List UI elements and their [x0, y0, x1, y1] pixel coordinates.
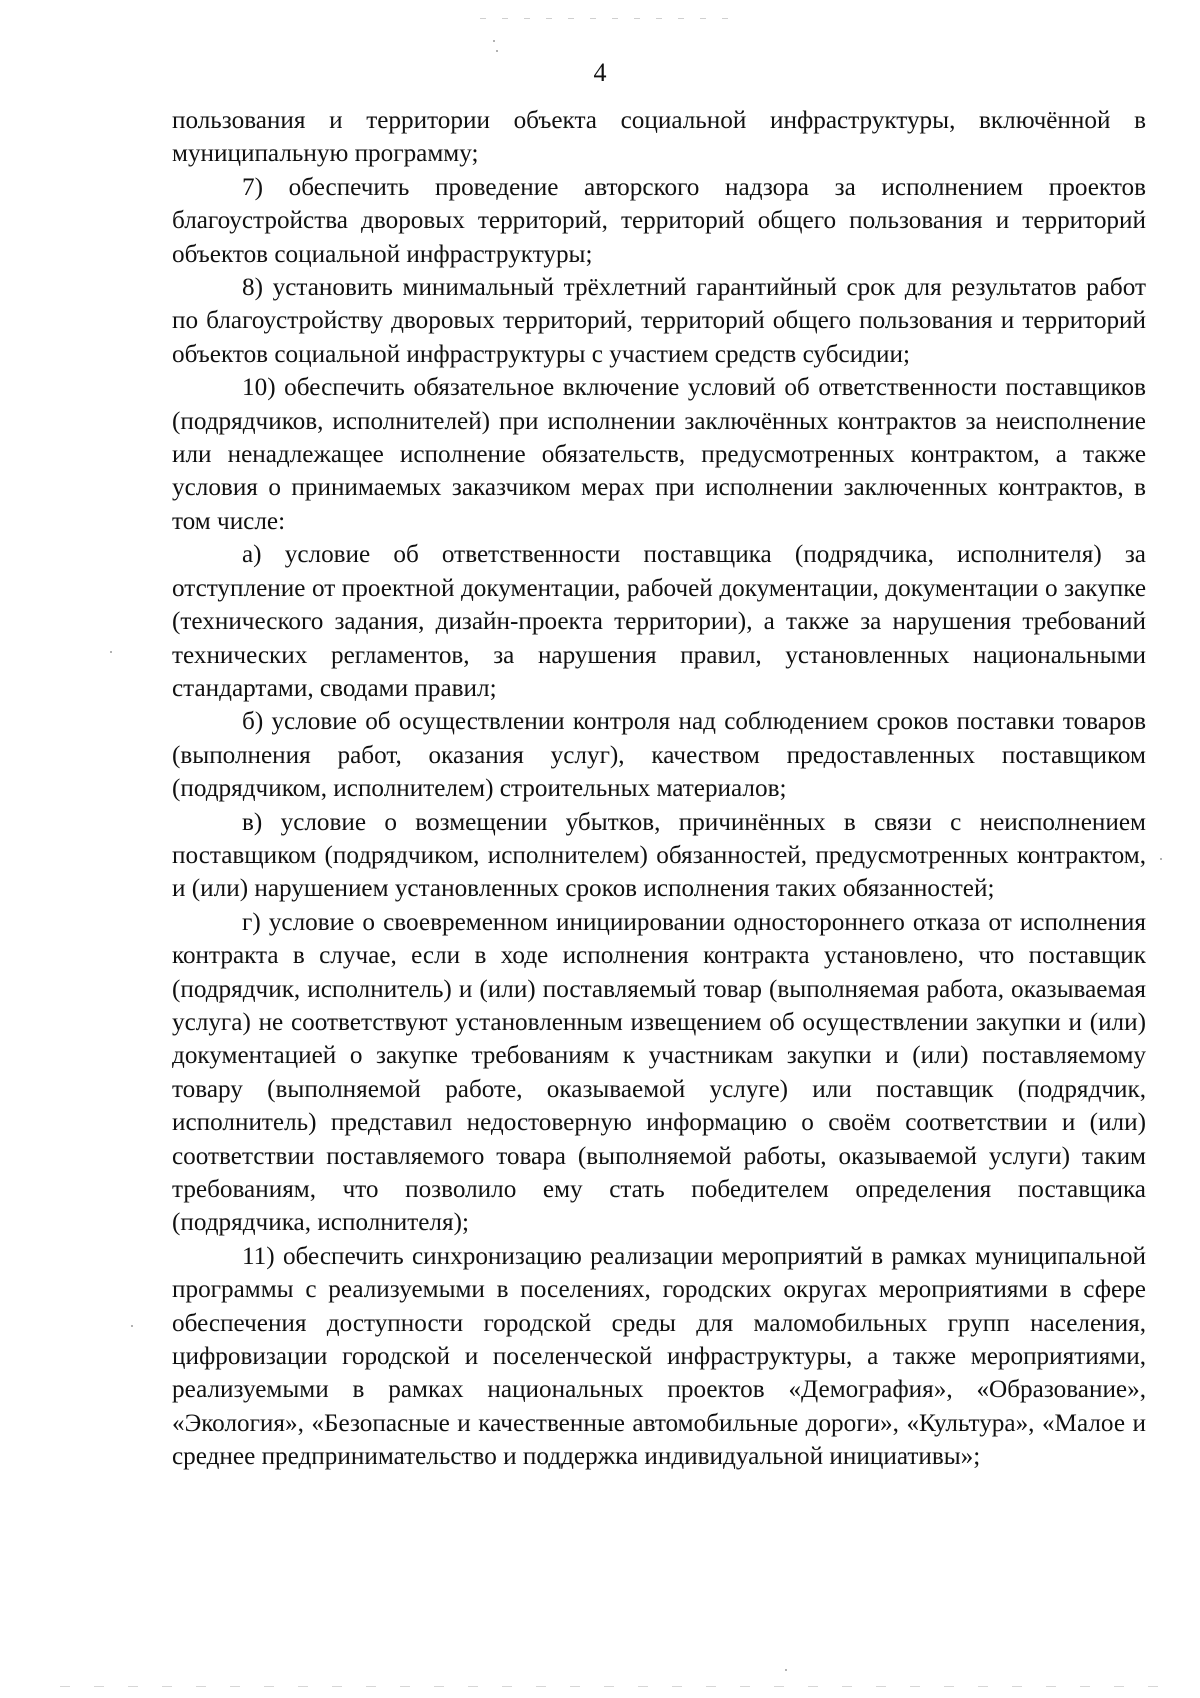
document-body: [172, 104, 1146, 1474]
paragraph-item-8: 8) установить минимальный трёхлетний гарантийный срок для результатов работ по благоустройству дворовых территорий, территорий общего пользования и территорий объектов социальной инфраструктуры с участием средств субсидии;: [172, 274, 1146, 368]
scan-artifact-dot: [493, 40, 495, 42]
paragraph-subitem-g: г) условие о своевременном инициировании одностороннего отказа от исполнения контракта в случае, если в ходе исполнения контракта установлено, что поставщик (подрядчик, исполнитель) и (или) поставляемый товар (выполняемая работа, оказываемая услуга) не соответствуют установленным извещением об осуществлении закупки и (или) документацией о закупке требованиям к участникам закупки и (или) поставляемому товару (выполняемой работе, оказываемой услуге) или поставщик (подрядчик, исполнитель) представил недостоверную информацию о своём соответствии и (или) соответствии поставляемого товара (выполняемой работы, оказываемой услуги) таким требованиям, что позволило ему стать победителем определения поставщика (подрядчика, исполнителя);: [172, 908, 1146, 1237]
scan-artifact-dot: [1160, 858, 1162, 860]
paragraph-item-7: 7) обеспечить проведение авторского надзора за исполнением проектов благоустройства дворовых территорий, территорий общего пользования и территорий объектов социальной инфраструктуры;: [172, 173, 1146, 268]
page-number: 4: [593, 58, 607, 87]
scan-artifact-dot: [496, 50, 498, 52]
scan-artifact-top: [480, 18, 740, 19]
paragraph-item-10: 10) обеспечить обязательное включение условий об ответственности поставщиков (подрядчиков, исполнителей) при исполнении заключённых контрактов за неисполнение или ненадлежащее исполнение обязательств, предусмотренных контрактом, а также условия о принимаемых заказчиком мерах при исполнении заключенных контрактов, в том числе:: [172, 374, 1146, 535]
paragraph-subitem-b: б) условие об осуществлении контроля над соблюдением сроков поставки товаров (выполнения работ, оказания услуг), качеством предоставленных поставщиком (подрядчиком, исполнителем) строительных материалов;: [172, 708, 1146, 803]
paragraph-continuation: пользования и территории объекта социальной инфраструктуры, включённой в муниципальную программу;: [172, 107, 1146, 168]
scan-artifact-dot: [110, 651, 112, 653]
paragraph-item-11: 11) обеспечить синхронизацию реализации мероприятий в рамках муниципальной программы с реализуемыми в поселениях, городских округах мероприятиями в сфере обеспечения доступности городской среды для маломобильных групп населения, цифровизации городской и поселенческой инфраструктуры, а также мероприятиями, реализуемыми в рамках национальных проектов «Демография», «Образование», «Экология», «Безопасные и качественные автомобильные дороги», «Культура», «Малое и среднее предпринимательство и поддержка индивидуальной инициативы»;: [172, 1242, 1146, 1471]
paragraph-subitem-v: в) условие о возмещении убытков, причинённых в связи с неисполнением поставщиком (подрядчиком, исполнителем) обязанностей, предусмотренных контрактом, и (или) нарушением установленных сроков исполнения таких обязанностей;: [172, 808, 1146, 903]
scan-artifact-dot: [785, 1669, 787, 1671]
scan-artifact-dot: [131, 1325, 133, 1327]
scan-artifact-bottom: [60, 1686, 1160, 1687]
paragraph-subitem-a: а) условие об ответственности поставщика (подрядчика, исполнителя) за отступление от проектной документации, рабочей документации, документации о закупке (технического задания, дизайн-проекта территории), а также за нарушения требований технических регламентов, за нарушения правил, установленных национальными стандартами, сводами правил;: [172, 541, 1146, 702]
